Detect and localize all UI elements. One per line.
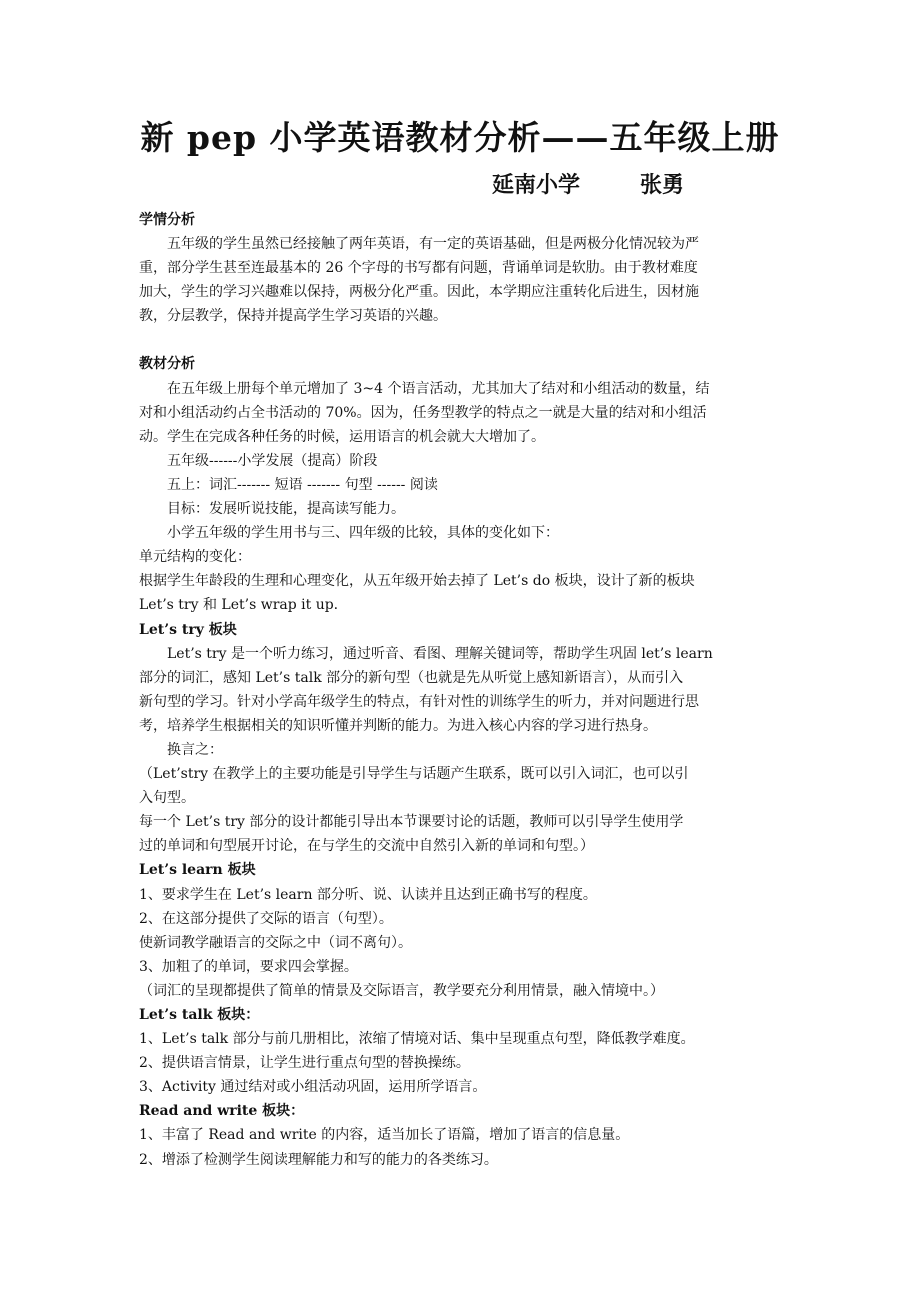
paragraph-line: 五年级------小学发展（提高）阶段 <box>167 452 378 469</box>
paragraph-line: 动。学生在完成各种任务的时候，运用语言的机会就大大增加了。 <box>139 428 545 445</box>
paragraph-line: 入句型。 <box>139 790 195 807</box>
paragraph-line: （Let’stry 在教学上的主要功能是引导学生与话题产生联系，既可以引入词汇，也可以引 <box>139 766 689 783</box>
paragraph-line: 每一个 Let’s try 部分的设计都能引导出本节课要讨论的话题，教师可以引导学生使用学 <box>139 814 684 831</box>
section-heading: Let’s learn 板块 <box>139 862 256 879</box>
paragraph-line: 1、丰富了 Read and write 的内容，适当加长了语篇，增加了语言的信息量。 <box>139 1127 630 1144</box>
author-name: 张勇 <box>640 172 685 198</box>
paragraph-line: Let’s try 和 Let’s wrap it up. <box>139 597 339 614</box>
paragraph-line: 目标：发展听说技能，提高读写能力。 <box>167 501 405 518</box>
paragraph-line: Let’s try 是一个听力练习，通过听音、看图、理解关键词等，帮助学生巩固 let’s learn <box>167 645 713 662</box>
paragraph-spacer <box>139 328 789 352</box>
paragraph-line: 2、在这部分提供了交际的语言（句型）。 <box>139 910 393 927</box>
paragraph-line: 五上：词汇------- 短语 ------- 句型 ------ 阅读 <box>167 476 438 493</box>
paragraph-line: 在五年级上册每个单元增加了 3~4 个语言活动，尤其加大了结对和小组活动的数量，结 <box>167 380 710 397</box>
paragraph-line: 1、要求学生在 Let’s learn 部分听、说、认读并且达到正确书写的程度。 <box>139 886 597 903</box>
paragraph-line: 考，培养学生根据相关的知识听懂并判断的能力。为进入核心内容的学习进行热身。 <box>139 717 657 734</box>
section-heading: Let’s try 板块 <box>139 621 237 638</box>
paragraph-line: 五年级的学生虽然已经接触了两年英语，有一定的英语基础，但是两极分化情况较为严 <box>167 236 699 253</box>
paragraph-line: （词汇的呈现都提供了简单的情景及交际语言，教学要充分利用情景，融入情境中。） <box>139 982 664 999</box>
paragraph-line: 加大，学生的学习兴趣难以保持，两极分化严重。因此，本学期应注重转化后进生，因材施 <box>139 284 699 301</box>
paragraph-line: 部分的词汇，感知 Let’s talk 部分的新句型（也就是先从听觉上感知新语言），从而引入 <box>139 669 684 686</box>
author-school: 延南小学 <box>492 172 581 198</box>
section-heading: Read and write 板块： <box>139 1103 305 1120</box>
paragraph-line: 小学五年级的学生用书与三、四年级的比较，具体的变化如下： <box>167 525 559 542</box>
paragraph-line: 单元结构的变化： <box>139 549 251 566</box>
paragraph-line: 3、加粗了的单词，要求四会掌握。 <box>139 958 358 975</box>
paragraph-line: 新句型的学习。针对小学高年级学生的特点，有针对性的训练学生的听力，并对问题进行思 <box>139 693 699 710</box>
paragraph-line: 2、增添了检测学生阅读理解能力和写的能力的各类练习。 <box>139 1151 498 1168</box>
author-line <box>492 168 684 199</box>
paragraph-line: 2、提供语言情景，让学生进行重点句型的替换操练。 <box>139 1055 470 1072</box>
paragraph-line: 根据学生年龄段的生理和心理变化，从五年级开始去掉了 Let’s do 板块，设计了新的板块 <box>139 573 695 590</box>
section-heading: 学情分析 <box>139 212 195 228</box>
paragraph-line: 使新词教学融语言的交际之中（词不离句）。 <box>139 934 412 951</box>
section-heading: 教材分析 <box>139 356 195 373</box>
paragraph-line: 教，分层教学，保持并提高学生学习英语的兴趣。 <box>139 308 447 325</box>
paragraph-line: 3、Activity 通过结对或小组活动巩固，运用所学语言。 <box>139 1079 487 1096</box>
document-body <box>139 208 789 1172</box>
paragraph-line: 换言之： <box>167 741 223 758</box>
section-heading: Let’s talk 板块： <box>139 1007 260 1023</box>
paragraph-line: 1、Let’s talk 部分与前几册相比，浓缩了情境对话、集中呈现重点句型，降低教学难度。 <box>139 1031 695 1048</box>
document-title: 新 pep 小学英语教材分析——五年级上册 <box>140 118 780 157</box>
paragraph-line: 重，部分学生甚至连最基本的 26 个字母的书写都有问题，背诵单词是软肋。由于教材难度 <box>139 260 698 277</box>
paragraph-line: 过的单词和句型展开讨论，在与学生的交流中自然引入新的单词和句型。） <box>139 838 594 855</box>
paragraph-line: 对和小组活动约占全书活动的 70%。因为，任务型教学的特点之一就是大量的结对和小组活 <box>139 404 707 421</box>
